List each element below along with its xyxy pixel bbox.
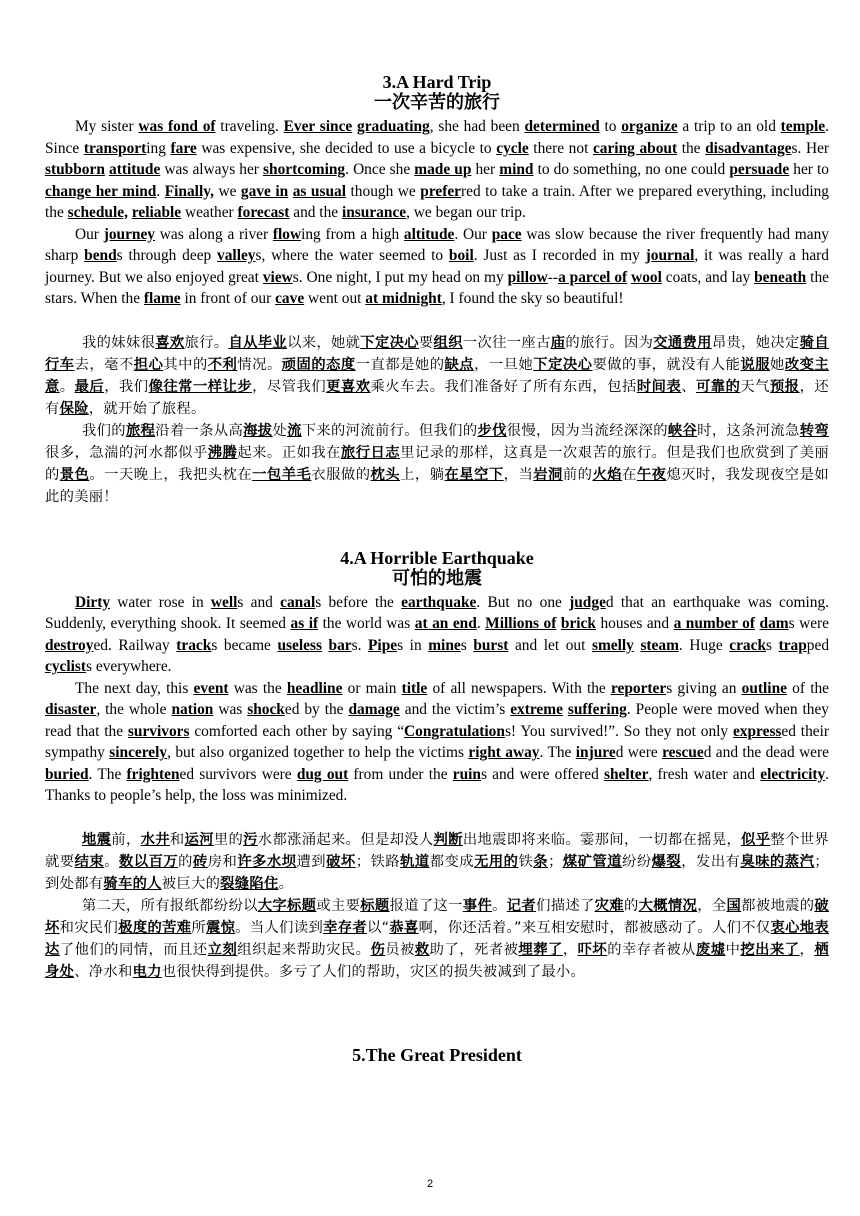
key-term: journey — [103, 225, 156, 243]
key-term: 恭喜 — [389, 919, 419, 936]
key-term: 震惊 — [206, 919, 236, 936]
key-term: track — [176, 636, 212, 654]
key-term: 条 — [533, 853, 549, 870]
key-term: sincerely — [109, 744, 168, 761]
key-term: 幸存者 — [323, 919, 367, 936]
key-term: 数以百万 — [118, 853, 179, 870]
section-title-en: 3.A Hard Trip — [382, 72, 492, 92]
key-term: 砖 — [192, 853, 208, 870]
key-term: 自从毕业 — [228, 334, 288, 351]
key-term: dug out — [296, 765, 349, 783]
key-term: shortcoming — [263, 161, 346, 178]
key-term: beneath — [754, 268, 807, 286]
document-page — [45, 72, 829, 1065]
key-term: 灾难 — [594, 897, 624, 914]
key-term: 电力 — [132, 963, 162, 980]
key-term: canal — [280, 593, 316, 611]
key-term: disaster — [45, 701, 97, 718]
key-term: 记者 — [506, 897, 537, 914]
page-number: 2 — [426, 1178, 434, 1190]
key-term: fare — [170, 139, 197, 157]
key-term: 旅程 — [125, 422, 156, 439]
key-term: 挖出来了 — [740, 941, 800, 958]
key-term: bend — [84, 247, 117, 264]
key-term: as if — [290, 615, 319, 632]
key-term: at midnight — [365, 290, 442, 307]
key-term: steam — [640, 636, 679, 654]
key-term: bar — [328, 636, 352, 654]
key-term: was fond of — [138, 118, 216, 135]
key-term: cave — [275, 290, 305, 307]
key-term: 组织 — [433, 334, 463, 351]
key-term: 吓坏 — [577, 941, 608, 958]
key-term: 火焰 — [592, 466, 623, 483]
key-term: express — [732, 722, 782, 740]
key-term: caring about — [592, 139, 678, 157]
key-term: 下定决心 — [360, 334, 419, 351]
key-term: attitude — [109, 161, 161, 178]
key-term: 交通费用 — [653, 334, 712, 351]
key-term: 旅行日志 — [340, 444, 401, 461]
key-term: 可靠的 — [696, 378, 741, 395]
key-term: 污 — [243, 831, 258, 848]
key-term: 伤 — [370, 941, 386, 958]
key-term: 许多水坝 — [237, 853, 297, 870]
key-term: view — [262, 268, 293, 286]
key-term: 裂缝陷住 — [220, 875, 279, 892]
key-term: judge — [569, 593, 606, 611]
key-term: 埋葬了 — [518, 941, 563, 958]
key-term: 岩洞 — [533, 466, 563, 483]
key-term: 说服 — [740, 356, 771, 373]
key-term: useless — [277, 636, 322, 654]
key-term: 担心 — [133, 356, 164, 373]
key-term: change her mind — [45, 182, 157, 200]
key-term: 像往常一样让步 — [148, 378, 253, 395]
key-term: reporter — [610, 679, 667, 697]
key-term: dam — [759, 615, 789, 632]
key-term: graduating — [357, 118, 430, 135]
key-term: mine — [428, 636, 461, 654]
key-term: 结束 — [74, 853, 105, 870]
key-term: 午夜 — [636, 466, 667, 483]
key-term: 在星空下 — [444, 466, 504, 483]
paragraph-zh: 第二天，所有报纸都纷纷以大字标题或主要标题报道了这一事件。记者们描述了灾难的大概情况，全国都被地震的破坏和灾民们极度的苦难所震惊。当人们读到幸存者以“恭喜啊，你还活着。”来互相安慰时，都被感动了。人们不仅衷心地表达了他们的同情，而且还立刻组织起来帮助灾民。伤员被救助了，死者被埋葬了，吓坏的幸存者被从废墟中挖出来了，栖身处、净水和电力也很快得到提供。多亏了人们的帮助，灾区的损失被减到了最小。 — [45, 897, 829, 980]
key-term: reliable — [131, 204, 182, 221]
key-term: at an end — [414, 615, 477, 632]
key-term: 海拔 — [243, 422, 273, 439]
key-term: Pipe — [368, 636, 398, 654]
key-term: burst — [473, 636, 509, 654]
key-term: 煤矿管道 — [562, 853, 623, 870]
key-term: 立刻 — [207, 941, 238, 958]
key-term: flow — [272, 225, 302, 243]
key-term: 似乎 — [741, 831, 771, 848]
key-term: cycle — [496, 139, 529, 157]
key-term: organize — [621, 118, 678, 135]
key-term: 峡谷 — [667, 422, 698, 439]
key-term: 枕头 — [370, 466, 401, 483]
key-term: 景色 — [59, 466, 90, 483]
key-term: 不利 — [207, 356, 238, 373]
key-term: 地震 — [82, 831, 112, 848]
key-term: 骑车的人 — [103, 875, 162, 892]
key-term: Dirty — [75, 593, 111, 611]
key-term: brick — [560, 615, 596, 632]
key-term: 国 — [726, 897, 742, 914]
key-term: rescue — [662, 744, 704, 761]
key-term: made up — [414, 161, 472, 178]
key-term: persuade — [729, 161, 790, 178]
key-term: mind — [499, 161, 534, 178]
key-term: 一包羊毛 — [252, 466, 312, 483]
key-term: 缺点 — [444, 356, 475, 373]
key-term: 骑自行车 — [45, 334, 829, 373]
paragraph-en: Dirty water rose in wells and canals before the earthquake. But no one judged that an earthquake was coming. Suddenly, everything shook. It seemed as if the world was at an end. Millions of brick houses and a number of dams were destroyed. Railway tracks became useless bars. Pipes in mines burst and let out smelly steam. Huge cracks trapped cyclists everywhere. — [45, 593, 830, 675]
key-term: suffering — [567, 701, 627, 718]
key-term: well — [210, 593, 238, 611]
key-term: forecast — [237, 204, 290, 221]
key-term: temple — [780, 118, 826, 135]
key-term: 臭味的蒸汽 — [740, 853, 815, 870]
key-term: 沸腾 — [207, 444, 238, 461]
key-term: 标题 — [360, 897, 390, 914]
key-term: 预报 — [769, 378, 800, 395]
section-title-zh: 可怕的地震 — [392, 567, 482, 589]
key-term: headline — [286, 679, 343, 697]
key-term: 转弯 — [799, 422, 829, 439]
paragraph-zh: 我的妹妹很喜欢旅行。自从毕业以来，她就下定决心要组织一次往一座古庙的旅行。因为交通费用昂贵，她决定骑自行车去，毫不担心其中的不利情况。顽固的态度一直都是她的缺点，一旦她下定决心要做的事，就没有人能说服她改变主意。最后，我们像往常一样让步，尽管我们更喜欢乘火车去。我们准备好了所有东西，包括时间表、可靠的天气预报，还有保险，就开始了旅程。 — [45, 334, 829, 417]
key-term: shelter — [604, 765, 649, 783]
paragraph-zh: 我们的旅程沿着一条从高海拔处流下来的河流前行。但我们的步伐很慢，因为当流经深深的峡谷时，这条河流急转弯很多，急湍的河水都似乎沸腾起来。正如我在旅行日志里记录的那样，这真是一次艰苦的旅行。但是我们也欣赏到了美丽的景色。一天晚上，我把头枕在一包羊毛衣服做的枕头上，躺在星空下，当岩洞前的火焰在午夜熄灭时，我发现夜空是如此的美丽！ — [45, 422, 829, 505]
key-term: 运河 — [184, 831, 214, 848]
key-term: 喜欢 — [155, 334, 185, 351]
key-term: 爆裂 — [651, 853, 682, 870]
key-term: title — [401, 679, 428, 697]
key-term: crack — [729, 636, 766, 654]
key-term: transport — [83, 139, 147, 157]
key-term: trap — [778, 636, 807, 654]
key-term: boil — [448, 247, 474, 264]
section-hard-trip — [45, 72, 829, 508]
key-term: 极度的苦难 — [118, 919, 192, 936]
key-term: prefer — [420, 182, 461, 200]
key-term: 栖身处 — [45, 941, 829, 980]
key-term: 衷心地表达 — [45, 919, 829, 958]
section-title-en: 5.The Great President — [352, 1044, 522, 1065]
key-term: Millions of — [485, 615, 557, 632]
key-term: cyclist — [45, 658, 87, 675]
key-term: 最后 — [74, 378, 105, 395]
paragraph-en: My sister was fond of traveling. Ever since graduating, she had been determined to organize a trip to an old temple. Since transporting fare was expensive, she decided to use a bicycle to cycle there not caring about the disadvantages. Her stubborn attitude was always her shortcoming. Once she made up her mind to do something, no one could persuade her to change her mind. Finally, we gave in as usual though we preferred to take a train. After we prepared everything, including the schedule, reliable weather forecast and the insurance, we began our trip. — [45, 118, 830, 221]
paragraph-en: The next day, this event was the headline or main title of all newspapers. With the reporters giving an outline of the disaster, the whole nation was shocked by the damage and the victim’s extreme suffering. People were moved when they read that the survivors comforted each other by saying “Congratulations! You survived!”. So they not only expressed their sympathy sincerely, but also organized together to help the victims right away. The injured were rescued and the dead were buried. The frightened survivors were dug out from under the ruins and were offered shelter, fresh water and electricity. Thanks to people’s help, the loss was minimized. — [45, 679, 830, 804]
key-term: outline — [741, 679, 787, 697]
key-term: 更喜欢 — [326, 378, 371, 395]
key-term: 庙 — [550, 334, 566, 351]
key-term: schedule, — [67, 204, 128, 221]
key-term: survivors — [127, 722, 190, 740]
section-title-zh: 一次辛苦的旅行 — [374, 92, 500, 113]
key-term: 大字标题 — [257, 897, 317, 914]
key-term: as usual — [292, 182, 347, 200]
key-term: 无用的 — [474, 853, 519, 870]
key-term: 轨道 — [400, 853, 430, 870]
key-term: 救 — [414, 941, 430, 958]
key-term: event — [193, 679, 229, 697]
key-term: 破坏 — [45, 897, 829, 936]
key-term: insurance — [341, 204, 407, 221]
key-term: pillow — [507, 268, 548, 286]
key-term: 事件 — [462, 897, 493, 914]
key-term: gave in — [240, 182, 289, 200]
key-term: right away — [468, 744, 540, 761]
key-term: valley — [217, 247, 256, 264]
key-term: destroy — [45, 636, 94, 654]
key-term: ruin — [452, 765, 481, 783]
key-term: Finally, — [164, 182, 214, 200]
key-term: 判断 — [433, 831, 463, 848]
section-title-en: 4.A Horrible Earthquake — [340, 547, 534, 568]
key-term: 下定决心 — [533, 356, 593, 373]
key-term: stubborn — [45, 161, 105, 178]
paragraph-zh: 地震前，水井和运河里的污水都涨涌起来。但是却没人判断出地震即将来临。霎那间，一切都在摇晃，似乎整个世界就要结束。数以百万的砖房和许多水坝遭到破坏；铁路轨道都变成无用的铁条；煤矿管道纷纷爆裂，发出有臭味的蒸汽；到处都有骑车的人被巨大的裂缝陷住。 — [45, 831, 829, 892]
key-term: journal — [645, 247, 695, 264]
paragraph-en: Our journey was along a river flowing from a high altitude. Our pace was slow because the river frequently had many sharp bends through deep valleys, where the water seemed to boil. Just as I recorded in my journal, it was really a hard journey. But we also enjoyed great views. One night, I put my head on my pillow--a parcel of wool coats, and lay beneath the stars. When the flame in front of our cave went out at midnight, I found the sky so beautiful! — [45, 225, 829, 307]
key-term: 水井 — [140, 831, 170, 848]
key-term: earthquake — [401, 593, 477, 611]
key-term: 改变主意 — [45, 356, 829, 395]
key-term: pace — [491, 225, 522, 243]
key-term: determined — [524, 118, 600, 135]
key-term: disadvantage — [705, 139, 792, 157]
key-term: 保险 — [59, 400, 89, 417]
key-term: frighten — [126, 765, 180, 783]
key-term: shock — [247, 701, 285, 718]
key-term: flame — [143, 290, 181, 307]
key-term: 步伐 — [477, 422, 507, 439]
key-term: 大概情况 — [638, 897, 698, 914]
key-term: electricity — [760, 765, 826, 783]
key-term: 破坏 — [326, 853, 356, 870]
key-term: buried — [45, 765, 89, 783]
key-term: smelly — [591, 636, 634, 654]
key-term: nation — [171, 701, 214, 718]
key-term: 时间表 — [636, 378, 682, 395]
key-term: damage — [348, 701, 400, 718]
key-term: Congratulation — [404, 722, 505, 740]
key-term: wool — [631, 268, 662, 286]
key-term: 顽固的态度 — [281, 356, 356, 373]
key-term: injure — [575, 744, 616, 761]
key-term: Ever since — [283, 118, 353, 135]
key-term: extreme — [510, 701, 563, 718]
key-term: 流 — [287, 422, 302, 439]
section-earthquake — [45, 548, 829, 983]
key-term: altitude — [403, 225, 455, 243]
key-term: a number of — [673, 615, 755, 632]
key-term: 废墟 — [695, 941, 726, 958]
key-term: a parcel of — [558, 268, 628, 286]
section-great-president — [45, 1045, 829, 1065]
